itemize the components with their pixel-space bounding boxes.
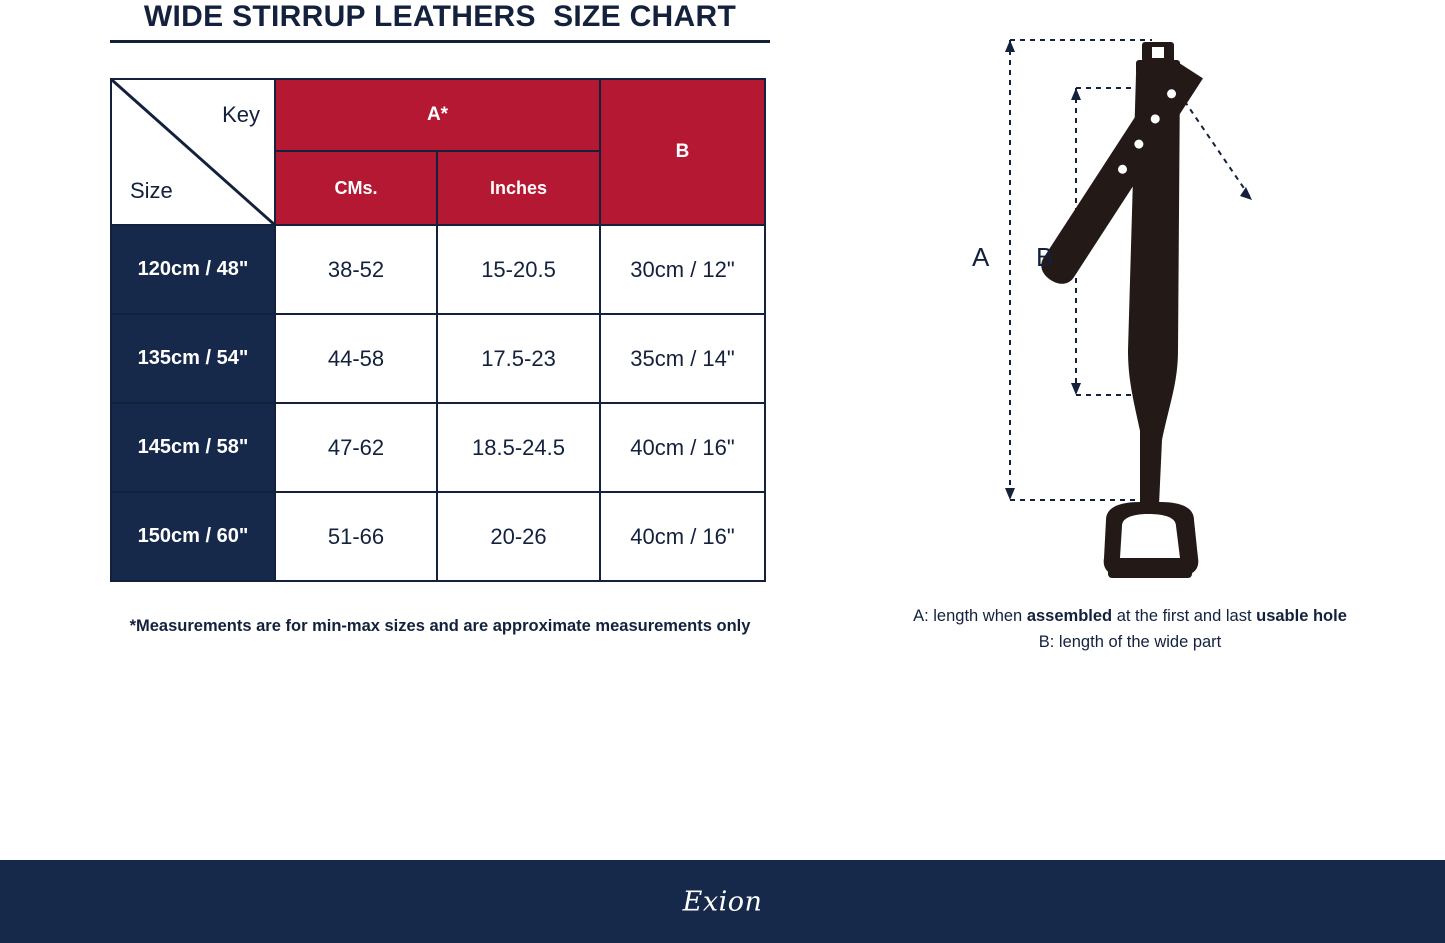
caption-a-bold-usable-hole: usable hole: [1256, 607, 1347, 625]
stirrup-leather-illustration-icon: [860, 10, 1420, 600]
caption-a-middle: at the first and last: [1112, 607, 1257, 625]
row-a-cms: 38-52: [275, 225, 437, 314]
dimension-label-a: A: [972, 242, 990, 272]
column-header-inches: Inches: [437, 151, 600, 225]
stirrup-leather-diagram: [860, 10, 1420, 600]
row-b-value: 30cm / 12": [600, 225, 765, 314]
column-group-header-a: A*: [275, 79, 600, 151]
caption-a-bold-assembled: assembled: [1026, 607, 1113, 625]
caption-line-a: [820, 604, 1440, 630]
row-a-inches: 15-20.5: [437, 225, 600, 314]
diagram-caption: [820, 604, 1440, 655]
caption-a-prefix: A: length when: [913, 607, 1027, 625]
row-size-label: 145cm / 58": [111, 403, 275, 492]
caption-line-b: B: length of the wide part: [1038, 632, 1222, 651]
row-a-inches: 18.5-24.5: [437, 403, 600, 492]
corner-key-size-cell: [111, 79, 275, 225]
row-b-value: 40cm / 16": [600, 403, 765, 492]
size-chart-table: [110, 78, 766, 582]
row-size-label: 120cm / 48": [111, 225, 275, 314]
row-a-inches: 17.5-23: [437, 314, 600, 403]
table-row: [111, 314, 765, 403]
table-row: [111, 492, 765, 581]
size-chart-table-wrapper: [110, 78, 764, 582]
row-a-cms: 47-62: [275, 403, 437, 492]
column-group-header-b: B: [600, 79, 765, 225]
dimension-label-b: B: [1036, 242, 1054, 272]
row-size-label: 135cm / 54": [111, 314, 275, 403]
table-row: [111, 403, 765, 492]
row-a-inches: 20-26: [437, 492, 600, 581]
row-a-cms: 51-66: [275, 492, 437, 581]
row-a-cms: 44-58: [275, 314, 437, 403]
column-header-cms: CMs.: [275, 151, 437, 225]
corner-size-label: Size: [130, 178, 173, 203]
brand-logo: Exion: [682, 886, 763, 917]
row-b-value: 35cm / 14": [600, 314, 765, 403]
table-row: [111, 225, 765, 314]
table-header-row-top: [111, 79, 765, 151]
footer-bar: [0, 860, 1445, 943]
row-size-label: 150cm / 60": [111, 492, 275, 581]
row-b-value: 40cm / 16": [600, 492, 765, 581]
measurement-footnote: *Measurements are for min-max sizes and are approximate measurements only: [129, 617, 751, 635]
page-title: WIDE STIRRUP LEATHERS SIZE CHART: [110, 0, 770, 43]
corner-key-label: Key: [222, 102, 260, 127]
